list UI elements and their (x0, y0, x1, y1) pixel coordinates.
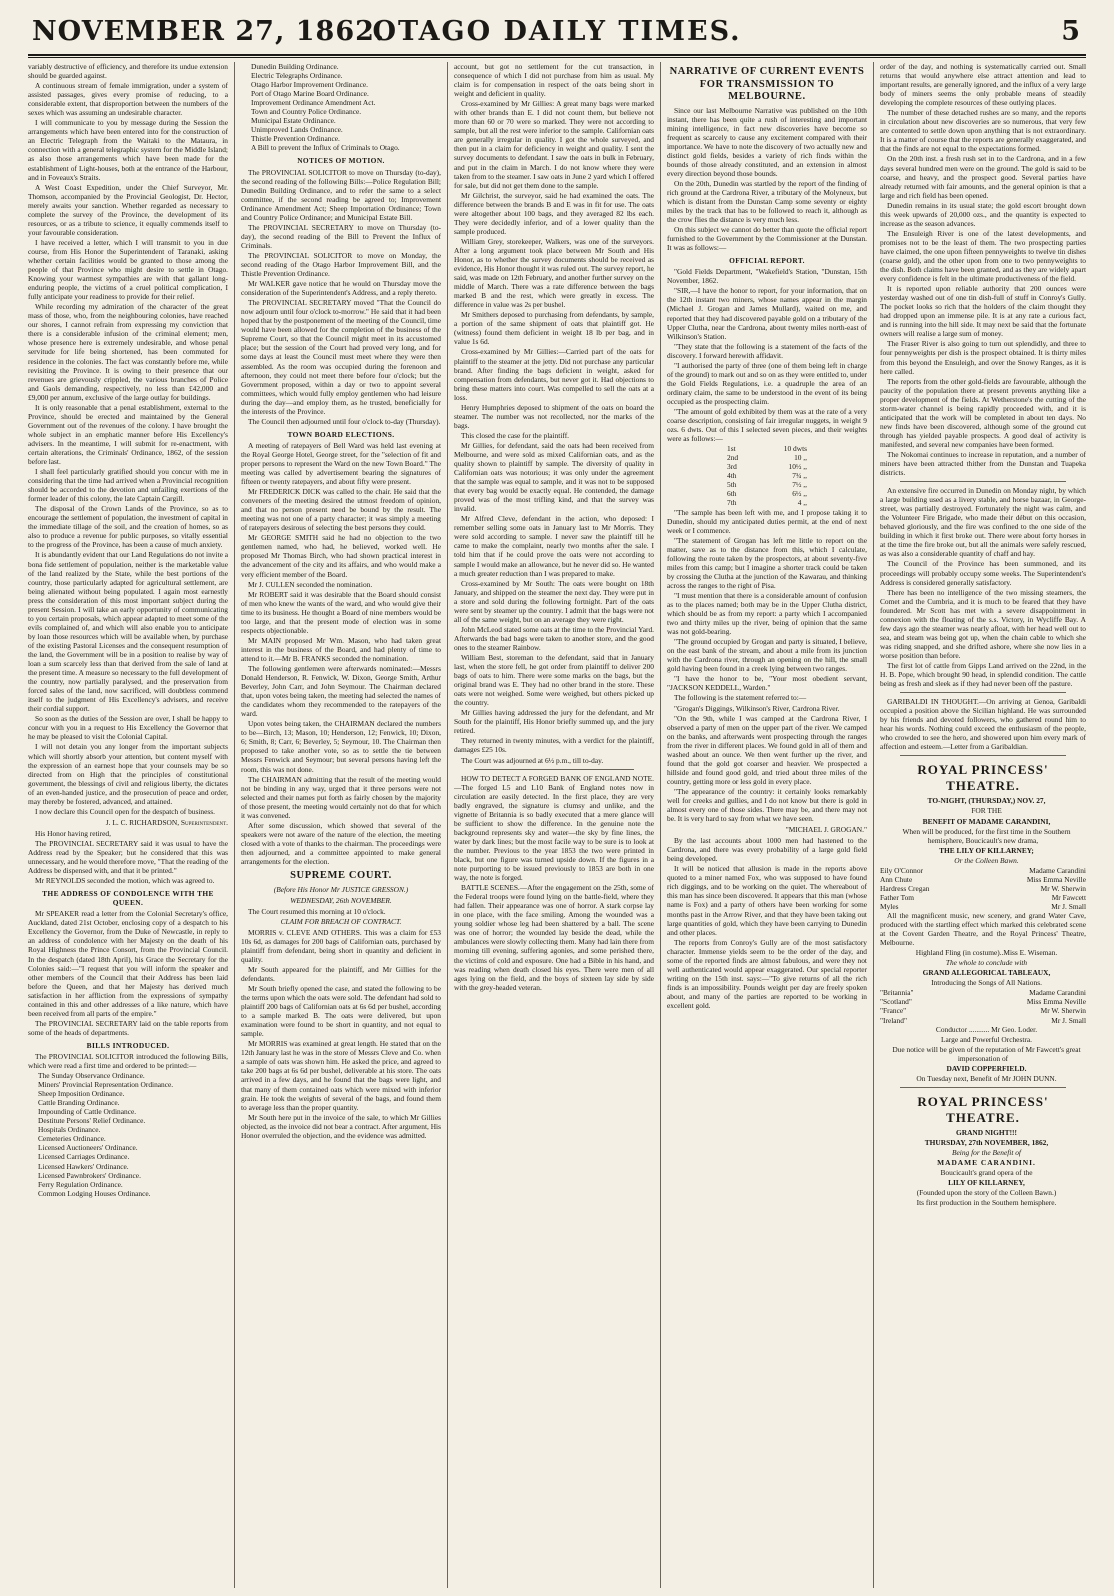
cast-role: "Ireland" (880, 1015, 907, 1025)
paragraph: Mr SPEAKER read a letter from the Colonial Secretary's office, Auckland, dated 21st October, enclosing copy of a despatch to his Excellency the Governor, from the Duke of Newcastle, in reply to an address of condolence with her Majesty on the death of his Royal Highness the Prince Consort, from the Provincial Council. In the despatch (dated 18th April), his Grace the Secretary for the Colonies said:—"I request that you will inform the speaker and other members of the Council that their Address has been laid before the Queen, and that her Majesty has derived much satisfaction in her affliction from the expressions of sympathy contained in this and other addresses of a like nature, which have been received from all parts of the empire." (28, 909, 228, 1018)
paragraph: An extensive fire occurred in Dunedin on Monday night, by which a large building used as a livery stable, and horse bazaar, in George-street, was partially destroyed. Fortunately the night was calm, and the Volunteer Fire Brigade, who made their début on this occasion, behaved gloriously, and the fire was confined to the one side of the building in which it first broke out. There were about forty horses in at the time the fire broke out, but all the animals were safely rescued, as was also a considerable quantity of chaff and hay. (880, 486, 1086, 559)
cast-row (880, 1016, 1086, 1025)
paragraph: order of the day, and nothing is systematically carried out. Small returns that would anywhere else attract attention and lead to important results, are generally ignored, and the influx of a very large body of miners seems the only probable means of steadily developing the complete resources of these outlying places. (880, 62, 1086, 108)
paragraph: The Fraser River is also going to turn out splendidly, and three to four pennyweights per dish is the prospect obtained. It is thirty miles from this beyond the Ensuleigh, and over the Snowy Ranges, as it is here called. (880, 339, 1086, 376)
paragraph: On this subject we cannot do better than quote the official report furnished to the Government by the Commissioner at the Dunstan. It was as follows:— (667, 225, 867, 253)
paragraph: Mr REYNOLDS seconded the motion, which was agreed to. (35, 876, 215, 886)
paragraph: Mr South appeared for the plaintiff, and Mr Gillies for the defendants. (241, 964, 441, 983)
bill-item: Ferry Regulation Ordinance. (38, 1179, 123, 1189)
paragraph: "The sample has been left with me, and I propose taking it to Dunedin, should my anticipated duties permit, at the end of next week or I commence. (667, 507, 867, 535)
paragraph: John McLeod stated some oats at the time to the Provincial Yard. Afterwards the bad bags were taken to another store, and the good ones to the steamer Rainbow. (454, 624, 654, 652)
paragraph: "They state that the following is a statement of the facts of the discovery. I forward herewith affidavit. (667, 341, 867, 360)
ad-line: LILY OF KILLARNEY, (948, 1178, 1025, 1188)
weight-value: 6½ ,, (792, 489, 807, 499)
bill-item: Sheep Imposition Ordinance. (38, 1089, 125, 1099)
column-5 (880, 62, 1086, 1588)
cast-row (880, 884, 1086, 893)
bill-item: Licensed Auctioneers' Ordinance. (38, 1143, 138, 1153)
column-rule (873, 62, 874, 1588)
weight-row (667, 444, 867, 453)
paragraph: A West Coast Expedition, under the Chief Surveyor, Mr. Thomson, accompanied by the Provincial Geologist, Dr. Hector, merely awaits your sanction. Whether regarded as necessary to complete the survey of the Province, the development of its resources, or as a tribute to science, it equally commends itself to your favourable consideration. (28, 182, 228, 237)
paragraph: It is abundantly evident that our Land Regulations do not invite a bona fide settlement of population, neither is the marketable value of the land realized by the State, while the best portions of the country, those particularly adapted for agricultural settlement, are being alienated without being populated. I again most earnestly press the consideration of this most important subject during the present Session. I will take an early opportunity of communicating to you certain proposals, which appear adapted to meet some of the evils complained of, and which will also enable you to anticipate by loan those resources which will be available when, by purchase of the existing Pastoral Licenses and the consequent resumption of the land, the Government will be in a position to realise by way of loan a sum scarcely less than that derived from the sale of land at the present time. A measure so necessary to the full development of the country, now partially paralysed, and the preservation from forced sales of the land, now sacrificed, will doubtless commend itself to the judgment of His Excellency's advisers, and receive their cordial support. (28, 550, 228, 714)
ad-line: (Founded upon the story of the Colleen Bawn.) (916, 1188, 1057, 1198)
paragraph: I will not detain you any longer from the important subjects which will shortly absorb your attention, but content myself with the expression of an earnest hope that your counsels may be so directed from on High that the principles of constitutional government, the blessings of civil and religious liberty, the dictates of an even-handed justice, and the prosecution of peace and order, may thereby be fostered, advanced, and attained. (28, 742, 228, 806)
paragraph: The Court was adjourned at 6½ p.m., till to-day. (461, 755, 604, 765)
bill-item: Licensed Pawnbrokers' Ordinance. (38, 1170, 141, 1180)
paragraph: Mr WALKER gave notice that he would on Thursday move the consideration of the Superintendent's Address, and a reply thereto. (241, 279, 441, 298)
paragraph: I have received a letter, which I will transmit to you in due course, from His Honor the Superintendent of Taranaki, asking whether certain facilities would be granted to those among the people of that Province who might desire to settle in Otago. Knowing your warmest sympathies are with that gallant long-enduring people, the victims of a cruel political complication, I fully anticipate your readiness to provide for their relief. (28, 237, 228, 302)
paragraph: It is reported upon reliable authority that 200 ounces were yesterday washed out of one tin dish-full of stuff in Conroy's Gully. The pocket looks so rich that the holders of the claim thought they had dropped upon an immense pile. It is at any rate a curious fact, and is running into the hill side. It may next be said that the fortunate owners will realise a large sum of money. (880, 284, 1086, 339)
paragraph: account, but got no settlement for the cut transaction, in consequence of which I did not purchase from him as usual. My claim is for compensation in respect of the oats being short in weight and deficient in quality. (454, 62, 654, 99)
paragraph: The PROVINCIAL SECRETARY laid on the table reports from some of the heads of departments. (28, 1018, 228, 1037)
paragraph: "The statement of Grogan has left me little to report on the matter, save as to the distance from this, which I calculate, following the route taken by the prospectors, at about seventy-five miles from this camp; but I imagine a shorter track could be taken by crossing the Clutha at the junction of the Kawarau, and thinking across the ranges to the right of Pisa. (667, 535, 867, 590)
paragraph: A meeting of ratepayers of Bell Ward was held last evening at the Royal George Hotel, George street, for the "selection of fit and proper persons to represent the Ward on the new Town Board." The meeting was called by advertisement bearing the signatures of fifteen or twenty ratepayers, and about fifty were present. (241, 440, 441, 487)
paragraph: The reports from Conroy's Gully are of the most satisfactory character. Immense yields seem to be the order of the day, and some of the reported finds are almost fabulous, and were they not well authenticated would appear exaggerated. Our special reporter writing on the 15th inst. says:—"To give returns of all the rich finds is an impossibility. Pounds weight per day are freely spoken about, and many of the parties are reported to be working in excellent gold. (667, 937, 867, 1010)
cast-row (880, 902, 1086, 911)
paragraph: Cross-examined by Mr Gillies: A great many bags were marked with other brands than E. I did not count them, but believe not more than 60 or 70 were so marked. They were not according to sample, but all the rest were inferior to the sample. Californian oats are generally irregular in quality. I got the whole surveyed, and then put in a claim for deficiency in weight and quality. I sent the survey documents to defendant. I saw the oats in bulk in February, and put in the claim in March. I do not know where they were taken from to the steamer. I saw oats in June 2 yard which I offered for sale, but did not get them done to the sample. (454, 99, 654, 190)
paragraph: Cross-examined by Mr South: The oats were bought on 18th January, and shipped on the steamer the next day. They were put in a store and sold during the following fortnight. Part of the oats were sent by steamer up the country. I admit that the bags were not all of the same weight, but on an average they were right. (454, 578, 654, 624)
cast-actor: Mr J. Small (1051, 1015, 1086, 1025)
bill-item: Electric Telegraphs Ordinance. (251, 71, 343, 81)
weight-label: 6th (727, 489, 737, 499)
paragraph: "I have the honor to be, "Your most obedient servant, "JACKSON KEDDELL, Warden." (667, 674, 867, 693)
paragraph: It is only reasonable that a penal establishment, external to the Province, should be erected and maintained by the General Government out of the revenues of the colony. I have brought the whole subject in an emphatic manner before His Excellency's advisers. In the meantime, I will submit for re-enactment, with certain alterations, the Criminals' Ordinance, 1862, of the session before last. (28, 402, 228, 467)
ad-line: Large and Powerful Orchestra. (941, 1034, 1032, 1044)
cast-actor: Madame Carandini (1029, 865, 1086, 875)
cast-actor: Mr J. Small (1051, 901, 1086, 911)
weight-label: 7th (727, 498, 737, 508)
bill-item: The Sunday Observance Ordinance. (38, 1071, 145, 1081)
paragraph: After some discussion, which showed that several of the speakers were not aware of the nature of the election, the meeting closed with a vote of thanks to the chairman. The proceedings were then adjourned, and a committee appointed to make general arrangements for the election. (241, 820, 441, 866)
paragraph: This closed the case for the plaintiff. (461, 430, 570, 440)
paragraph: The PROVINCIAL SECRETARY to move on Thursday (to-day), the second reading of the Bill to Prevent the Influx of Criminals. (241, 222, 441, 250)
section-heading: NOTICES OF MOTION. (297, 156, 385, 166)
bill-item: Miners' Provincial Representation Ordinance. (38, 1080, 174, 1090)
paragraph: "The ground occupied by Grogan and party is situated, I believe, on the east bank of the stream, and about a mile from its junction with the Cardrona river, through an opening on the hill, the small gold having been found in a creek lying between two ranges. (667, 637, 867, 674)
cast-row (880, 997, 1086, 1006)
weight-row (667, 498, 867, 507)
bill-item: Impounding of Cattle Ordinance. (38, 1107, 137, 1117)
paragraph: The PROVINCIAL SOLICITOR to move on Thursday (to-day), the second reading of the following Bills:—Police Regulation Bill; Dunedin Building Ordinance, and to refer the same to a select committee, if the second reading be agreed to; Improvement Ordinance Amendment Act; Sheep Importation Ordinance; Town and Country Police Ordinance; and Municipal Estate Bill. (241, 167, 441, 222)
bill-item: Cemeteries Ordinance. (38, 1134, 106, 1144)
paragraph: On the 20th inst. a fresh rush set in to the Cardrona, and in a few days several hundred men were on the ground. The gold is said to be coarse, and heavy, and the prospect good. Several parties have already returned with fair amounts, and the general opinion is that a large and rich field has been opened. (880, 154, 1086, 200)
paragraph: The Council of the Province has been summoned, and its proceedings will probably occupy some weeks. The Superintendent's Address is considered generally satisfactory. (880, 559, 1086, 587)
theatre-advertisement (880, 1094, 1086, 1207)
bill-item: Cattle Branding Ordinance. (38, 1098, 120, 1108)
paragraph: The PROVINCIAL SECRETARY moved "That the Council do now adjourn until four o'clock to-morrow." He said that it had been hoped that by the postponement of the meeting of the Council, time would have been allowed for the completion of the business of the Supreme Court, so that the Council might meet in its accustomed place; but the session of the Court had proved very long, and for some days at least the Council must meet where they were then assembled. As the room was occupied during the forenoon and afternoon, they could not meet there before four o'clock; but the Government proposed, within a day or two to appoint several committees, which would fully employ gentlemen who had leisure during the day—and employ them, as he trusted, beneficially for the interests of the Province. (241, 298, 441, 416)
weight-row (667, 462, 867, 471)
bill-item: Port of Otago Marine Board Ordinance. (251, 89, 369, 99)
weight-value: 4 ,, (797, 498, 807, 508)
cast-actor: Mr W. Sherwin (1040, 883, 1086, 893)
paragraph: His Honor having retired, (35, 828, 111, 838)
paragraph: Mr FREDERICK DICK was called to the chair. He said that the conveners of the meeting desired the utmost freedom of opinion, and that no person present need be bound by the result. The meeting was not one of a party character; it was simply a meeting of ratepayers desirous of selecting the best persons they could. (241, 487, 441, 533)
section-heading: OFFICIAL REPORT. (729, 256, 805, 266)
paragraph: Since our last Melbourne Narrative was published on the 10th instant, there has been quite a rush of interesting and important mining intelligence, in fact new discoveries have become so frequent as scarcely to cause any excitement compared with their importance. We have to note the discovery of two actually new and distinct gold fields, besides a variety of rich finds within the bounds of those already constituted, and an extension in almost every direction beyond those bounds. (667, 105, 867, 178)
paragraph: "I must mention that there is a considerable amount of confusion as to the places named; both may be in the Upper Clutha district, which should be as from my report: a party which I accompanied two and thirty miles up the river, being of opinion that the same was not gold-bearing. (667, 590, 867, 637)
weight-label: 3rd (727, 462, 737, 472)
bill-item: Licensed Hawkers' Ordinance. (38, 1161, 129, 1171)
paragraph: All the magnificent music, new scenery, and grand Water Cave, produced with the startling effect which marked this celebrated scene at the Covent Garden Theatre, and the Royal Princess' Theatre, Melbourne. (880, 910, 1086, 948)
paragraph: Mr MAIN proposed Mr Wm. Mason, who had taken great interest in the business of the Board, and had plenty of time to attend to it.—Mr B. FRANKS seconded the nomination. (241, 635, 441, 663)
paragraph: While recording my admiration of the character of the great mass of those, who, from the neighbouring colonies, have reached our shores, I cannot refrain from expressing my conviction that there is a considerable infusion of the criminal element; men, whose presence here is extremely undesirable, and whose penal servitude for life being shortened, has been commuted for residence in the colonies. The fact was constantly before me, while revisiting the Province. It is owing to their presence that our revenues are grievously crippled, the various branches of Police and Gaols demanding, respectively, no less than £42,000 and £9,000 per annum, exclusive of the large outlay for buildings. (28, 302, 228, 402)
paragraph: The CHAIRMAN admitting that the result of the meeting would not be binding in any way, urged that it three persons were not selected and their names put forth as fairly chosen by the majority of those present, the meeting would certainly not do that for which it was convened. (241, 774, 441, 820)
cast-actor: Madame Carandini (1029, 988, 1086, 998)
bill-item: Improvement Ordinance Amendment Act. (251, 98, 376, 108)
divider (900, 1087, 1066, 1088)
paragraph: Henry Humphries deposed to shipment of the oats on board the steamer. The number was not recollected, nor the marks of the bags. (454, 402, 654, 430)
weight-value: 7¾ ,, (792, 471, 807, 481)
paragraph: Mr South briefly opened the case, and stated the following to be the terms upon which the oats were sold. The defendant had sold to plaintiff 200 bags of Californian oats at 6s 6d per bushel, according to a sample marked B. The oats were delivered, but upon examination were found to be short in quantity, and not equal to sample. (241, 984, 441, 1039)
section-heading: THE ADDRESS OF CONDOLENCE WITH THE QUEEN. (42, 889, 214, 908)
subheading: (Before His Honor Mr JUSTICE GRESSON.) (273, 884, 409, 894)
ad-line: FOR THE (971, 806, 1002, 816)
ad-line: GRAND NIGHT!!! (956, 1127, 1017, 1137)
bill-item: Municipal Estate Ordinance. (251, 116, 336, 126)
paragraph: BATTLE SCENES.—After the engagement on the 25th, some of the Federal troops were found lying on the battle-field, where they had fallen. Their appearance was one of horror. A stark corpse lay in one place, with the face smiling. Among the wounded was a young soldier whose leg had been shattered by a ball. The scene was one of horror; the wounded lay beside the dead, while the ambulances were slowly collecting them. Many had lain there from morning till evening, suffering agonies, and some perished there, the victims of cold and exposure. One had a Bible in his hand, and was reading when death closed his eyes. There were men of all ages lying on the field, and the boys of sixteen lay side by side with the grey-headed veteran. (454, 883, 654, 992)
issue-date: NOVEMBER 27, 1862. (32, 16, 386, 47)
weight-value: 10½ ,, (788, 462, 807, 472)
ad-line: DAVID COPPERFIELD. (946, 1063, 1027, 1073)
paragraph: William Grey, storekeeper, Walkers, was one of the surveyors. After a long argument took place between Mr South and His Honor, as to whether the survey documents should be received as evidence, His Honor thought it was ruled out. The survey report, he said, was made on 12th February, and another further survey on the middle of March. There was a rate difference between the bags marked B and the rest, which were greatly in excess. The difference in value was 2s per bushel. (454, 236, 654, 310)
weight-row (667, 480, 867, 489)
section-heading: SUPREME COURT. (290, 870, 392, 882)
ad-line: THURSDAY, 27th NOVEMBER, 1862, (924, 1137, 1049, 1147)
ad-line: GRAND ALLEGORICAL TABLEAUX, (922, 968, 1051, 978)
paragraph: Mr South here put in the invoice of the sale, to which Mr Gillies objected, as the invoice did not bear a contract. After argument, His Honor overruled the objection, and the evidence was admitted. (241, 1112, 441, 1140)
weight-label: 5th (727, 480, 737, 490)
cast-role: "Scotland" (880, 997, 912, 1007)
masthead-rule (28, 57, 1086, 58)
column-rule (234, 62, 235, 1588)
bill-item: Town and Country Police Ordinance. (251, 107, 362, 117)
signature: "MICHAEL J. GROGAN." (785, 825, 867, 835)
paragraph: The number of these detached rushes are so many, and the reports in circulation about new discoveries are so numerous, that very few are contented to settle down upon anything that is not extraordinary. It is a matter of course that the reports are generally exaggerated, and that the finds are not equal to the expectations formed. (880, 108, 1086, 154)
weight-label: 1st (727, 444, 736, 454)
cast-role: Eily O'Connor (880, 865, 924, 875)
ad-line: Being for the Benefit of (952, 1147, 1021, 1157)
signature: J. L. C. RICHARDSON, Superintendent. (105, 817, 228, 827)
subheading: WEDNESDAY, 26th NOVEMBER. (290, 895, 392, 905)
paragraph: GARIBALDI IN THOUGHT.—On arriving at Genoa, Garibaldi occupied a position above the Sicilian highland. He was surrounded by his friends and devoted followers, who gathered round him to hear his words. Nothing could exceed the enthusiasm of the people, who crowded to see the hero, and showered upon him every mark of affection and esteem.—Letter from a Garibaldian. (880, 697, 1086, 752)
cast-role: Father Tom (880, 892, 915, 902)
paragraph: variably destructive of efficiency, and therefore its undue extension should be guarded against. (28, 62, 228, 81)
paragraph: Mr GEORGE SMITH said he had no objection to the two gentlemen named, who had, he believed, worked well. He proposed Mr Thomas Birch, who had shown practical interest in the advancement of the city and its affairs, and who would make a very efficient member of the Board. (241, 533, 441, 579)
paragraph: The following gentlemen were afterwards nominated:—Messrs Donald Henderson, R. Fenwick, W. Dixon, George Smith, Arthur Beverley, John Carr, and John Seymour. The Chairman declared that, upon votes being taken, the meeting had selected the names of the candidates whom they recommended to the ratepayers of the ward. (241, 664, 441, 719)
paragraph: MORRIS v. CLEVE AND OTHERS. This was a claim for £53 10s 6d, as damages for 200 bags of Californian oats, purchased by plaintiff from defendant, being short in quantity and deficient in quality. (241, 927, 441, 964)
section-heading: BILLS INTRODUCED. (86, 1040, 170, 1050)
divider (900, 692, 1066, 693)
ad-line: Its first production in the Southern hemisphere. (916, 1198, 1057, 1208)
paragraph: The reports from the other gold-fields are favourable, although the paucity of the population there at present prevents anything like a proper development of the fields. At Wetherstone's the cutting of the storm-water channel is being rapidly proceeded with, and it is anticipated that the work will be completed in about ten days. No new finds have been discovered, although some of the ground cut through has yielded payable prospects. A good deal of activity is manifested, and several new companies have been formed. (880, 376, 1086, 449)
cast-role: Hardress Cregan (880, 883, 930, 893)
paragraph: The Council then adjourned until four o'clock to-day (Thursday). (248, 416, 441, 426)
weight-value: 10 dwts (783, 444, 807, 454)
section-heading: TOWN BOARD ELECTIONS. (287, 429, 395, 439)
paragraph: There has been no intelligence of the two missing steamers, the Comet and the Cumbria, and it is much to be feared that they have foundered. Mr Scott has met with a severe disappointment in connexion with the floating of the s.s. Victory, in Wycliffe Bay. A few days ago the steamer was nearly afloat, with her head well out to sea, and steam was being got up, when the chain cable to which she was riding snapped, and she drifted ashore, where she now lies in a worse position than before. (880, 587, 1086, 660)
paragraph: William Best, storeman to the defendant, said that in January last, when the store fell, he got order from plaintiff to deliver 200 bags of oats to him. There were some marks on the bags, but the original brand was E. They had no other brand in the store. These oats were not weighed. Some were weighed, but others picked up the country. (454, 653, 654, 708)
column-rule (447, 62, 448, 1588)
bill-item: Common Lodging Houses Ordinance. (38, 1188, 151, 1198)
paragraph: A continuous stream of female immigration, under a system of assisted passages, gives every promise of reducing, to a considerable extent, that disproportion between the numbers of the sexes which was assuming an undesirable character. (28, 81, 228, 118)
paragraph: I now declare this Council open for the despatch of business. (35, 806, 215, 816)
ad-heading: ROYAL PRINCESS' THEATRE. (917, 1093, 1049, 1125)
subheading: CLAIM FOR BREACH OF CONTRACT. (280, 916, 402, 926)
cast-actor: Miss Emma Neville (1026, 874, 1086, 884)
ad-line: The whole to conclude with (945, 958, 1028, 968)
paragraph: Mr MORRIS was examined at great length. He stated that on the 12th January last he was in the store of Messrs Cleve and Co. when a sample of oats was shown him. He asked the price, and agreed to take 200 bags at 6s 6d per bushel, deliverable at his store. The oats arrived in a few days, and he found that the bags were light, and that many of them contained oats which were mixed with inferior grain. He took the weights of several of the bags, and found them to average less than the proper quantity. (241, 1039, 441, 1112)
paragraph: The PROVINCIAL SOLICITOR to move on Monday, the second reading of the Otago Harbor Improvement Bill, and the Thistle Prevention Ordinance. (241, 250, 441, 279)
cast-role: Myles (880, 901, 899, 911)
paragraph: The Nokomai continues to increase in reputation, and a number of miners have been attracted thither from the Dunstan and Tuapeka districts. (880, 449, 1086, 478)
cast-row (880, 988, 1086, 997)
paragraph: So soon as the duties of the Session are over, I shall be happy to concur with you in a request to His Excellency the Governor that he may be pleased to visit the Colonial Capital. (28, 714, 228, 742)
weight-label: 2nd (727, 453, 739, 463)
column-2 (241, 62, 441, 1588)
cast-actor: Mr W. Sherwin (1040, 1006, 1086, 1016)
weight-row (667, 471, 867, 480)
cast-actor: Miss Emma Neville (1026, 997, 1086, 1007)
column-4 (667, 62, 867, 1588)
bill-item: A Bill to prevent the Influx of Criminals to Otago. (251, 143, 400, 153)
paragraph: "I authorised the party of three (one of them being left in charge of the ground) to mark out and so on as they were entitled to, under the Gold Fields Regulations, i.e. a quadruple the area of an ordinary claim, the same to be understood in the event of its being occupied as the prospecting claim. (667, 360, 867, 406)
weight-row (667, 489, 867, 498)
paragraph: The Ensuleigh River is one of the latest developments, and promises not to be the least of them. The two prospecting parties have claimed, the one upon fifteen pennyweights to twelve tin dishes (coarse gold), and the other upon from one to two pennyweights to the dish. Both claims have been granted, and as they are widely apart every confidence is felt in the ultimate productiveness of the field. (880, 228, 1086, 284)
weight-row (667, 453, 867, 462)
cast-row (880, 893, 1086, 902)
paragraph: Mr Smithers deposed to purchasing from defendants, by sample, a portion of the same shipment of oats that plaintiff got. He (witness) found them deficient in weight 18 lb per bag, and in value 1s 6d. (454, 310, 654, 347)
paragraph: The PROVINCIAL SECRETARY said it was usual to have the Address read by the Speaker; but he considered that this was unnecessary, and he would therefore move, "That the reading of the Address be dispensed with, and that it be printed." (28, 838, 228, 876)
ad-line: Conductor ........... Mr Geo. Loder. (935, 1024, 1038, 1034)
paragraph: Mr J. CULLEN seconded the nomination. (248, 579, 373, 589)
bill-item: Dunedin Building Ordinance. (251, 62, 339, 71)
paragraph: The PROVINCIAL SOLICITOR introduced the following Bills, which were read a first time and ordered to be printed:— (28, 1051, 228, 1071)
paragraph: "The amount of gold exhibited by them was at the rate of a very coarse description, consisting of fair irregular nuggets, in weight 9 ozs. 6 dwts. Out of this I selected seven pieces, and their weights were as follows:— (667, 407, 867, 444)
ad-line: On Tuesday next, Benefit of Mr JOHN DUNN. (916, 1073, 1057, 1083)
bill-item: Hospitals Ordinance. (38, 1125, 101, 1135)
ad-line: When will be produced, for the first time in the Southern hemisphere, Boucicault's new drama, (902, 826, 1071, 845)
cast-role: Ann Chute (880, 874, 913, 884)
theatre-advertisement (880, 762, 1086, 1082)
paragraph: "Grogan's Diggings, Wilkinson's River, Cardrona River. (674, 703, 840, 713)
column-rule (660, 62, 661, 1588)
ad-line: THE LILY OF KILLARNEY; (939, 845, 1034, 855)
cast-row (880, 866, 1086, 875)
column-1 (28, 62, 228, 1588)
cast-role: "Britannia" (880, 988, 914, 998)
ad-line: Highland Fling (in costume)..Miss E. Wiseman. (915, 948, 1058, 958)
ad-line: BENEFIT OF MADAME CARANDINI, (922, 816, 1051, 826)
paragraph: "The appearance of the country: it certainly looks remarkably well for creeks and gullies, and I do not know but there is gold in almost every one of those sides. There may be, and there may not be. It is very hard to say from what we have seen. (667, 786, 867, 824)
ad-line: TO-NIGHT, (THURSDAY,) NOV. 27, (927, 796, 1046, 806)
newspaper-title: OTAGO DAILY TIMES. (372, 16, 742, 47)
paragraph: It will be noticed that allusion is made in the reports above quoted to a miner named Fox, who was supposed to have found rich diggings, and to be working on the quiet. The whereabout of this man has since been discovered. It appears that this man (whose name is Fox) and a party of others have been working for some months past in the Arrow River, and that they have been taking out large quantities of gold, which they have been carrying to Dunedin and other places. (667, 864, 867, 937)
paragraph: Mr Gillies, for defendant, said the oats had been received from Melbourne, and were sold as mixed Californian oats, and as the quality shown to plaintiff by sample. The diversity of quality in Californian oats was notorious; it was only under the agreement that the sample was equal to sample, and it was not to be supposed that every bag would be exactly equal. He contended, the damage proved was of the most trifling kind, and that the survey was invalid. (454, 440, 654, 514)
divider (900, 755, 1066, 756)
bill-item: Unimproved Lands Ordinance. (251, 125, 343, 135)
bill-item: Destitute Persons' Relief Ordinance. (38, 1116, 146, 1126)
paragraph: The first lot of cattle from Gipps Land arrived on the 22nd, in the H. B. Pope, which brought 90 head, in splendid condition. The cattle being as fresh and sleek as if they had never been off the pasture. (880, 661, 1086, 689)
column-3 (454, 62, 654, 1588)
paragraph: Mr ROBERT said it was desirable that the Board should consist of men who knew the wants of the ward, and who would give their time to its business. He thought a Board of nine members would be too large, and that the present mode of election was in some respects objectionable. (241, 589, 441, 635)
cast-row (880, 875, 1086, 884)
paragraph: The disposal of the Crown Lands of the Province, so as to encourage the settlement of population, the investment of capital in the immediate tillage of the soil, and the creation of homes, so as also to produce a revenue for public purposes, so vitally essential to the progress of the Province, has been a cause of much anxiety. (28, 504, 228, 550)
ad-line: Introducing the Songs of All Nations. (931, 978, 1042, 988)
paragraph: "SIR,—I have the honor to report, for your information, that on the 12th instant two miners, whose names appear in the margin (Michael J. Grogan and James Mullard), waited on me, and reported that they had discovered payable gold on a tributary of the Upper Clutha, near the Cardrona, about twenty miles north-east of Wilkinson's Station. (667, 286, 867, 341)
ad-line: Due notice will be given of the reputation of Mr Fawcett's great impersonation of (892, 1044, 1081, 1063)
paragraph: Mr Alfred Cleve, defendant in the action, who deposed: I remember selling some oats in January last to Mr Morris. They were sold according to sample. I never saw the plaintiff till he came to make the complaint, nearly two months after the sale. I told him that if he could prove the oats were not according to sample I would make an allowance, but he never did so. He wanted a much greater reduction than I was prepared to make. (454, 514, 654, 578)
cast-actor: Mr Fawcett (1051, 892, 1086, 902)
ad-heading: ROYAL PRINCESS' THEATRE. (917, 762, 1049, 794)
paragraph: "On the 9th, while I was camped at the Cardrona River, I observed a party of men on the upper part of the river. We camped on the banks, and afterwards went prospecting through the ranges from the river in different places. We found gold in all of them and washed about an ounce. We then went further up the river, and found that the gold got coarser and heavier. We prospected a hillside and found good gold, and tried about three miles of the country, getting more or less gold in every place. (667, 713, 867, 786)
bill-item: Licensed Carriages Ordinance. (38, 1152, 130, 1162)
section-heading: NARRATIVE OF CURRENT EVENTS FOR TRANSMISSION TO MELBOURNE. (669, 66, 865, 102)
paragraph: Upon votes being taken, the CHAIRMAN declared the numbers to be—Birch, 13; Mason, 10; Henderson, 12; Fenwick, 10; Dixon, 6; Smith, 8; Carr, 6; Beverley, 5; Seymour, 10. The Chairman then proposed to take another vote, so as to settle the tie between Messrs Fenwick and Seymour; but several persons having left the room, this was not done. (241, 719, 441, 774)
paragraph: Mr Gillies having addressed the jury for the defendant, and Mr South for the plaintiff, His Honor briefly summed up, and the jury retired. (454, 708, 654, 736)
page-number: 5 (1061, 16, 1080, 47)
paragraph: "Gold Fields Department, "Wakefield's Station, "Dunstan, 15th November, 1862. (667, 267, 867, 286)
bill-item: Otago Harbor Improvement Ordinance. (251, 80, 368, 90)
paragraph: The following is the statement referred to:— (674, 693, 807, 703)
bill-item: Thistle Prevention Ordinance. (251, 134, 340, 144)
paragraph: The Court resumed this morning at 10 o'clock. (248, 906, 386, 916)
paragraph: Dunedin remains in its usual state; the gold escort brought down this week upwards of 20,000 ozs., and the quantity is expected to increase as the season advances. (880, 200, 1086, 228)
cast-role: "France" (880, 1006, 907, 1016)
divider (900, 481, 1066, 482)
paragraph: On the 20th, Dunedin was startled by the report of the finding of rich ground at the Cardrona River, a tributary of the Molyneux, but which is distant from the Dunstan Camp some seventy or eighty miles by the track that has to be followed to reach it, although as the crow flies the distance is very much less. (667, 178, 867, 225)
paragraph: I will communicate to you by message during the Session the arrangements which have been entered into for the construction of an Electric Telegraph from the Waitaki to the Mataura, in connection with a general telegraphic system for the Middle Island; as also those arrangements which have been made for the establishment of Light-houses, both at the entrance of the Harbour, and in Foveaux's Straits. (28, 118, 228, 182)
ad-line: MADAME CARANDINI. (937, 1157, 1036, 1167)
weight-value: 7½ ,, (792, 480, 807, 490)
ad-line: Boucicault's grand opera of the (940, 1168, 1033, 1178)
paragraph: They returned in twenty minutes, with a verdict for the plaintiff, damages £25 10s. (454, 736, 654, 755)
ad-line: Or the Colleen Bawn. (954, 855, 1019, 865)
paragraph: HOW TO DETECT A FORGED BANK OF ENGLAND NOTE.—The forged L5 and L10 Bank of England notes now in circulation are easily detected. In the first place, they are very badly engraved, the signature is clumsy and unlike, and the vignette of Britannia is so badly executed that a mere glance will be sufficient to show the difference. In the genuine note the background represents sky and water—the sky by fine lines, the water by dark lines; but the most facile way to be sure is to look at the number. Previous to the year 1853 the two were printed in black, but one figure was turned upside down. If the figures in a note purporting to be issued previously to 1853 are both in one way, the note is forged. (454, 773, 654, 883)
weight-value: 10 ,, (794, 453, 807, 463)
paragraph: By the last accounts about 1000 men had hastened to the Cardrona, and there was every probability of a large gold field being developed. (667, 836, 867, 864)
newspaper-columns (28, 62, 1086, 1588)
divider (474, 769, 634, 770)
paragraph: Cross-examined by Mr Gillies:—Carried part of the oats for plaintiff to the steamer at the jetty. Did not purchase any particular brand. After finding the bags deficient in weight, asked for compensation from defendants, but never got it. Had objections to bring these matters into court. Was compelled to sell the oats at a loss. (454, 347, 654, 402)
paragraph: I shall feel particularly gratified should you concur with me in considering that the time had arrived when a Provincial recognition should be accorded to the devotion and unfailing exertions of the former leader of this colony, the late Captain Cargill. (28, 467, 228, 504)
paragraph: Mr Gilchrist, the surveyor, said he had examined the oats. The difference between the brands B and E was in fit for use. The oats were altogether about 100 bags, and they averaged 82 lbs each. They were decidedly inferior, and of a lower quality than the sample produced. (454, 190, 654, 236)
weight-label: 4th (727, 471, 737, 481)
masthead (28, 8, 1086, 56)
cast-row (880, 1006, 1086, 1015)
